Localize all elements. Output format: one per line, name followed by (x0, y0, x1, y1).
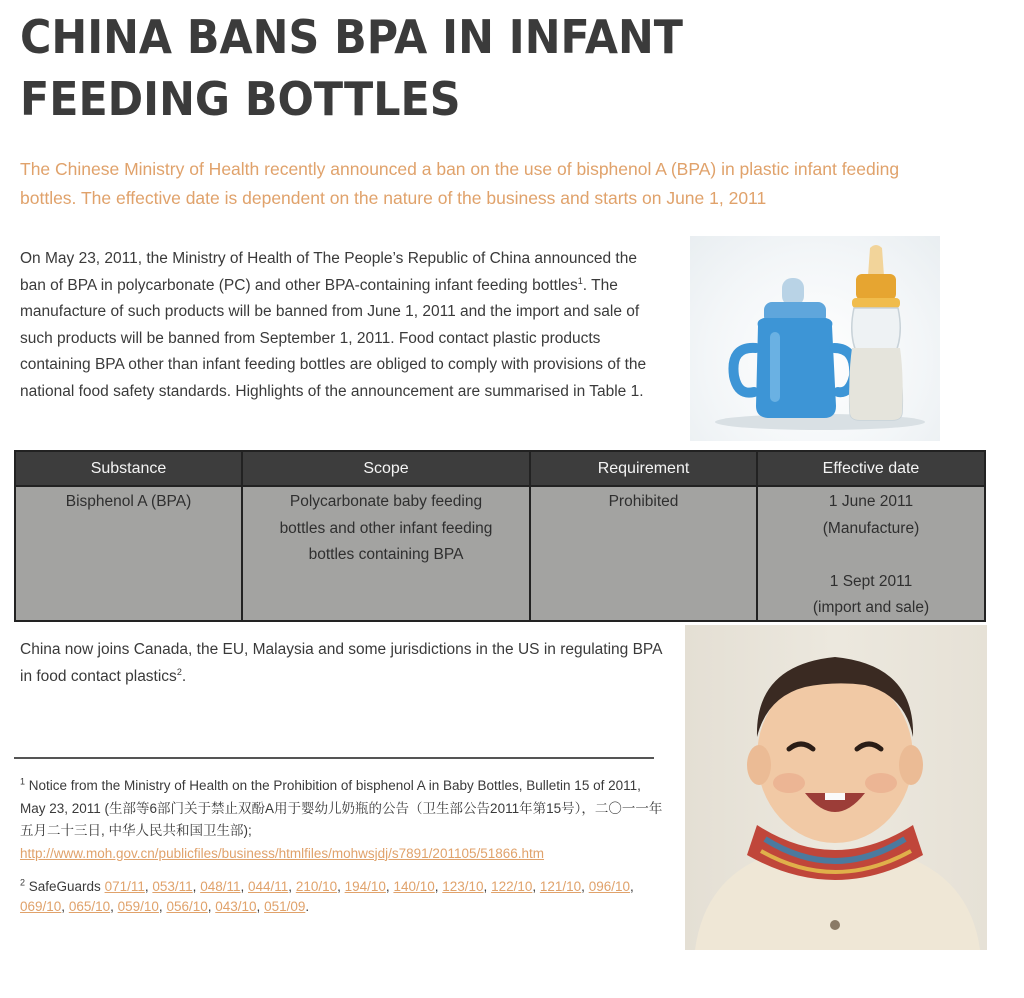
substance-text: Bisphenol A (BPA) (65, 493, 192, 510)
safeguards-link[interactable]: 069/10 (20, 899, 62, 914)
smiling-baby-photo (685, 625, 987, 950)
safeguards-link[interactable]: 053/11 (152, 879, 193, 894)
footnote-2-label: SafeGuards (25, 879, 105, 894)
footnote-ref-1: 1 (577, 275, 583, 286)
safeguards-link[interactable]: 044/11 (248, 879, 289, 894)
body-part-2: . The manufacture of such products will be banned from June 1, 2011 and the import and sale of such products will be banned from September 1, 2011. Food contact plastic products containing BPA other than infant feeding bottles are obliged to comply with provisions of the national food safety standards. Highlights of the announcement are summarised in Table 1. (20, 276, 647, 400)
link-separator: , (192, 879, 201, 894)
link-separator: , (158, 899, 167, 914)
footnote-1-marker: 1 (20, 776, 26, 787)
safeguards-link[interactable]: 056/10 (166, 899, 208, 914)
baby-bottles-illustration (690, 236, 940, 441)
footnote-1-text: Notice from the Ministry of Health on the Prohibition of bisphenol A in Baby Bottles, Bulletin 15 of 2011, May 23, 2011 (生部等6部门关于禁止双酚A用于婴幼儿奶瓶的公告（卫生部公告2011年第15号），二〇一一年五月二十三日, 中华人民共和国卫生部); (20, 778, 663, 838)
link-separator: , (532, 879, 540, 894)
safeguards-link[interactable]: 043/10 (215, 899, 257, 914)
link-separator: , (61, 899, 69, 914)
link-separator: , (110, 899, 118, 914)
footnote-2-end: . (305, 899, 310, 914)
body-paragraph (20, 246, 660, 405)
baby-illustration (685, 625, 987, 950)
footnote-1 (20, 775, 670, 865)
link-separator: , (207, 899, 216, 914)
cell-effective-date (758, 487, 984, 622)
safeguards-link[interactable]: 059/10 (117, 899, 159, 914)
link-separator: , (256, 899, 265, 914)
cell-substance (16, 487, 243, 622)
safeguards-link[interactable]: 210/10 (295, 879, 338, 894)
footnote-ref-2: 2 (176, 666, 182, 677)
table-header-scope: Scope (243, 452, 531, 485)
link-separator: , (483, 879, 492, 894)
joins-end: . (181, 667, 187, 685)
link-separator: , (288, 879, 296, 894)
link-separator: , (144, 879, 153, 894)
safeguards-links (20, 879, 634, 914)
requirement-text: Prohibited (608, 493, 679, 510)
link-separator: , (385, 879, 394, 894)
safeguards-link[interactable]: 048/11 (200, 879, 241, 894)
table-header-row (16, 452, 984, 487)
scope-line-3: bottles containing BPA (308, 546, 464, 563)
body-part-1: On May 23, 2011, the Ministry of Health of The People’s Republic of China announced the ban of BPA in polycarbonate (PC) and other BPA-containing infant feeding bottles (20, 250, 637, 294)
safeguards-link[interactable]: 121/10 (539, 879, 582, 894)
link-separator: , (434, 879, 443, 894)
joins-text: China now joins Canada, the EU, Malaysia and some jurisdictions in the US in regulating BPA in food contact plastics (20, 641, 662, 685)
safeguards-link[interactable]: 065/10 (68, 899, 111, 914)
lead-paragraph: The Chinese Ministry of Health recently announced a ban on the use of bisphenol A (BPA) in plastic infant feeding bottles. The effective date is dependent on the nature of the business and starts on June 1, 2011 (20, 159, 900, 208)
scope-line-1: Polycarbonate baby feeding (289, 493, 483, 510)
link-separator: , (629, 879, 634, 894)
article-title: CHINA BANS BPA IN INFANT FEEDING BOTTLES (20, 10, 683, 126)
safeguards-link[interactable]: 096/10 (588, 879, 630, 894)
effective-line-1: 1 June 2011 (828, 493, 914, 510)
effective-line-4: (import and sale) (812, 599, 930, 616)
bpa-summary-table (14, 450, 986, 622)
cell-requirement (531, 487, 758, 622)
safeguards-link[interactable]: 123/10 (442, 879, 484, 894)
sippy-cup (733, 278, 854, 418)
safeguards-link[interactable]: 194/10 (344, 879, 386, 894)
footnote-2-marker: 2 (20, 877, 26, 888)
footnote-divider (14, 757, 654, 759)
safeguards-link[interactable]: 071/11 (104, 879, 145, 894)
baby-bottles-photo (690, 236, 940, 441)
safeguards-link[interactable]: 122/10 (491, 879, 533, 894)
moh-notice-link[interactable]: http://www.moh.gov.cn/publicfiles/business/htmlfiles/mohwsjdj/s7891/201105/51866.htm (20, 845, 545, 861)
link-separator: , (240, 879, 248, 894)
cell-scope (243, 487, 531, 622)
table-header-substance: Substance (16, 452, 243, 485)
link-separator: , (337, 879, 345, 894)
effective-line-3: 1 Sept 2011 (829, 572, 913, 590)
footnote-2 (20, 877, 670, 917)
spacer (758, 542, 984, 569)
effective-line-2: (Manufacture) (822, 519, 920, 537)
joins-paragraph (20, 637, 670, 690)
milk-bottle (849, 245, 902, 420)
scope-line-2: bottles and other infant feeding (279, 519, 493, 537)
safeguards-link[interactable]: 140/10 (393, 879, 435, 894)
link-separator: , (581, 879, 589, 894)
table-header-effective-date: Effective date (822, 459, 920, 477)
safeguards-link[interactable]: 051/09 (264, 899, 306, 914)
table-header-requirement: Requirement (531, 452, 758, 485)
table-row (16, 487, 984, 622)
